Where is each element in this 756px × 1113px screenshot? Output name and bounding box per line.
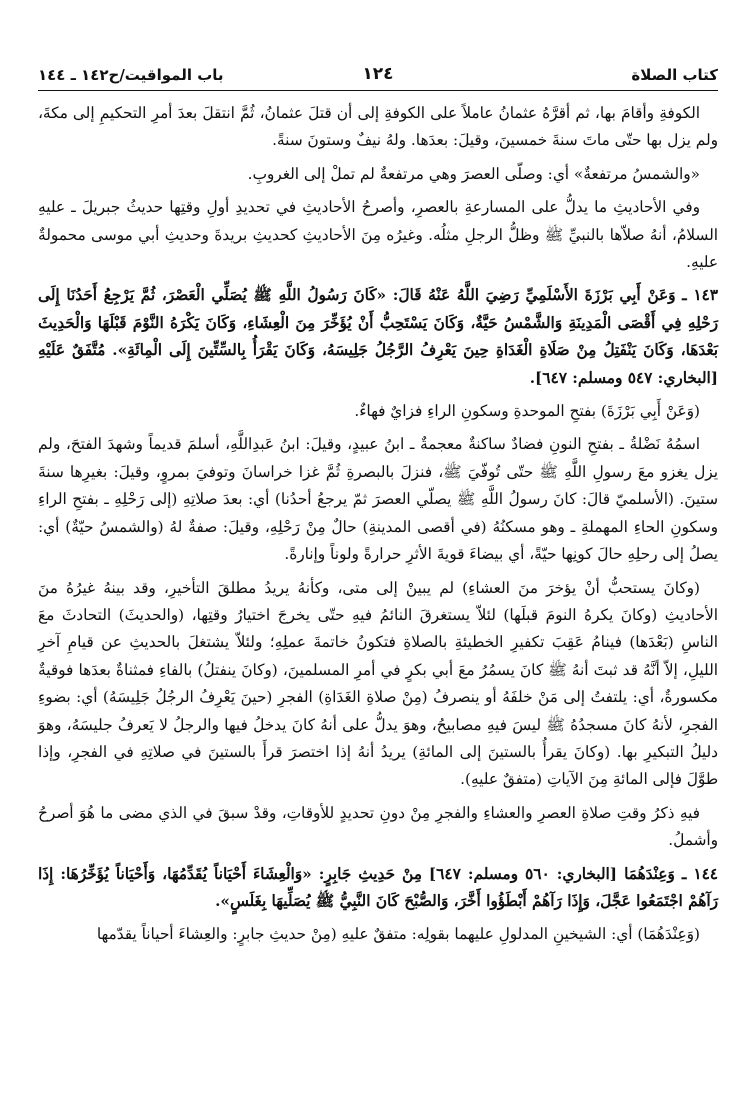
paragraph: اسمُهُ نَضْلةُ ـ بفتحِ النونِ فضادٌ ساكنةٌ معجمةٌ ـ ابنُ عبيدٍ، وقيلَ: ابنُ عَبدِاللَّهِ، أسلمَ قديماً وشهدَ الفتحَ، ولم يزل يغزو معَ رسولِ اللَّهِ ﷺ حتّى تُوفّيَ ﷺ، فنزلَ بالبصرةِ ثُمَّ غزا خراسانَ وتوفيَ بمروٍ، وقيلَ: بغيرِها سنةَ ستينَ. (الأسلميّ قالَ: كانَ رسولُ اللَّهِ ﷺ يصلّي العصرَ ثمّ يرجعُ أحدُنا) أي: بعدَ صلاتِهِ (إلى رَحْلِهِ ـ بفتحِ الراءِ وسكونِ الحاءِ المهملةِ ـ وهو مسكنُهُ (في أقصى المدينةِ) حالٌ مِنْ رَحْلِهِ، وقيلَ: صفةٌ لهُ (والشمسُ حيّةٌ) أي: يصلُ إلى رحلِهِ حالَ كونِها حيّةً، أي بيضاءَ قويةَ الأثرِ حرارةً ولوناً وإنارةً. <box>38 435 718 564</box>
page-number: ١٢٤ <box>362 64 394 84</box>
page-body <box>38 100 718 955</box>
paragraph: «والشمسُ مرتفعةٌ» أي: وصلّى العصرَ وهي مرتفعةٌ لم تملْ إلى الغروبِ. <box>247 164 700 183</box>
paragraph: وفي الأحاديثِ ما يدلُّ على المسارعةِ بالعصرِ، وأصرحُ الأحاديثِ في تحديدِ أولِ وقتِها حديثُ جبريلَ ـ عليهِ السلامُ، أنهُ صلاّها بالنبيِّ ﷺ وظلُّ الرجلِ مثلُه. وغيرُه مِنَ الأحاديثِ كحديثِ بريدةَ وحديثِ أبي موسى محمولةٌ عليهِ. <box>38 198 718 272</box>
book-title: كتاب الصلاة <box>631 66 718 84</box>
hadith-144: ١٤٤ ـ وَعِنْدَهُمَا [البخاري: ٥٦٠ ومسلم: ٦٤٧] مِنْ حَدِيثِ جَابِرٍ: «وَالْعِشَاءَ أَحْيَاناً يُقَدِّمُهَا، وَأَحْيَاناً يُؤَخِّرُهَا: إِذَا رَآهُمْ اجْتَمَعُوا عَجَّلَ، وَإِذَا رَآهُمْ أَبْطَؤُوا أَخَّرَ، وَالصُّبْحَ كَانَ النَّبِيُّ ﷺ يُصَلِّيهَا بِغَلَسٍ». <box>38 864 719 910</box>
paragraph: الكوفةِ وأقامَ بها، ثم أقرَّهُ عثمانُ عاملاً على الكوفةِ إلى أن قتلَ عثمانُ، ثُمَّ انتقلَ بعدَ أمرِ التحكيمِ إلى مكةَ، ولم يزل بها حتّى ماتَ سنةَ خمسينَ، وقيلَ: بعدَها. ولهُ نيفٌ وستونَ سنةً. <box>38 104 718 150</box>
hadith-143: ١٤٣ ـ وَعَنْ أَبِي بَرْزَةَ الأَسْلَمِيِّ رَضِيَ اللَّهُ عَنْهُ قَالَ: «كَانَ رَسُولُ اللَّهِ ﷺ يُصَلِّي الْعَصْرَ، ثُمَّ يَرْجِعُ أَحَدُنَا إِلَى رَحْلِهِ فِي أَقْصَى الْمَدِينَةِ وَالشَّمْسُ حَيَّةٌ، وَكَانَ يَسْتَحِبُّ أَنْ يُؤَخِّرَ مِنَ الْعِشَاءِ، وَكَانَ يَكْرَهُ النَّوْمَ قَبْلَهَا وَالْحَدِيثَ بَعْدَهَا، وَكَانَ يَنْفَتِلُ مِنْ صَلَاةِ الْغَدَاةِ حِينَ يَعْرِفُ الرَّجُلُ جَلِيسَهُ، وَكَانَ يَقْرَأُ بِالسِّتِّينَ إِلَى الْمِائَةِ». مُتَّفَقٌ عَلَيْهِ [البخاري: ٥٤٧ ومسلم: ٦٤٧]. <box>38 286 718 387</box>
chapter-title: باب المواقيت/ح١٤٢ ـ ١٤٤ <box>38 66 224 84</box>
paragraph: (وَعِنْدَهُمَا) أي: الشيخينِ المدلولِ عليهما بقولِه: متفقٌ عليهِ (مِنْ حديثِ جابرٍ: والعِشاءَ أحياناً يقدّمها <box>96 925 700 944</box>
paragraph: فيهِ ذكرُ وقتِ صلاةِ العصرِ والعشاءِ والفجرِ مِنْ دونِ تحديدٍ للأوقاتِ، وقدْ سبقَ في الذي مضى ما هُوَ أصرحُ وأشملُ. <box>38 803 718 850</box>
page-header <box>38 60 718 91</box>
paragraph: (وكانَ يستحبُّ أنْ يؤخرَ منَ العشاءِ) لم يبينْ إلى متى، وكأنهُ يريدُ مطلقَ التأخيرِ، وقد بينهُ غيرُهُ منَ الأحاديثِ (وكانَ يكرهُ النومَ قبلَها) لئلاّ يستغرقَ النائمُ فيهِ حتّى يخرجَ اختيارُ وقتِها، (والحديثَ) التحادثَ معَ الناسِ (بَعْدَها) فينامُ عَقِبَ تكفيرِ الخطيئةِ بالصلاةِ فتكونُ خاتمةَ عملِهِ؛ ولئلاّ يشتغلَ بالحديثِ عن قيامِ آخرِ الليلِ، إلاّ أنَّهُ قد ثبتَ أنهُ ﷺ كانَ يسمُرُ معَ أبي بكرٍ في أمرِ المسلمينَ، (وكانَ ينفتلُ) بالفاءِ فمثناةٌ بعدَها فوقيةٌ مكسورةٌ، أي: يلتفتُ إلى مَنْ خلفَهُ أو ينصرفُ (مِنْ صلاةِ الغَدَاةِ) الفجرِ (حينَ يَعْرِفُ الرجُلُ جَلِيسَهُ) أي: بضوءِ الفجرِ، لأنهُ كانَ مسجدُهُ ﷺ ليسَ فيهِ مصابيحُ، وهوَ يدلُّ على أنهُ كانَ يدخلُ فيها والرجلُ لا يَعرفُ جليسَهُ، وهوَ دليلُ التبكيرِ بها. (وكانَ يقرأُ بالستينَ إلى المائةِ) يريدُ أنهُ إذا اختصرَ قرأَ بالستينَ في صلاتِهِ في الفجرِ، وإذا طوَّلَ فإلى المائةِ مِنَ الآياتِ (متفقٌ عليهِ). <box>38 578 718 789</box>
paragraph: (وَعَنْ أَبِي بَرْزَةَ) بفتحِ الموحدةِ وسكونِ الراءِ فزايٌ فهاءٌ. <box>354 402 700 421</box>
